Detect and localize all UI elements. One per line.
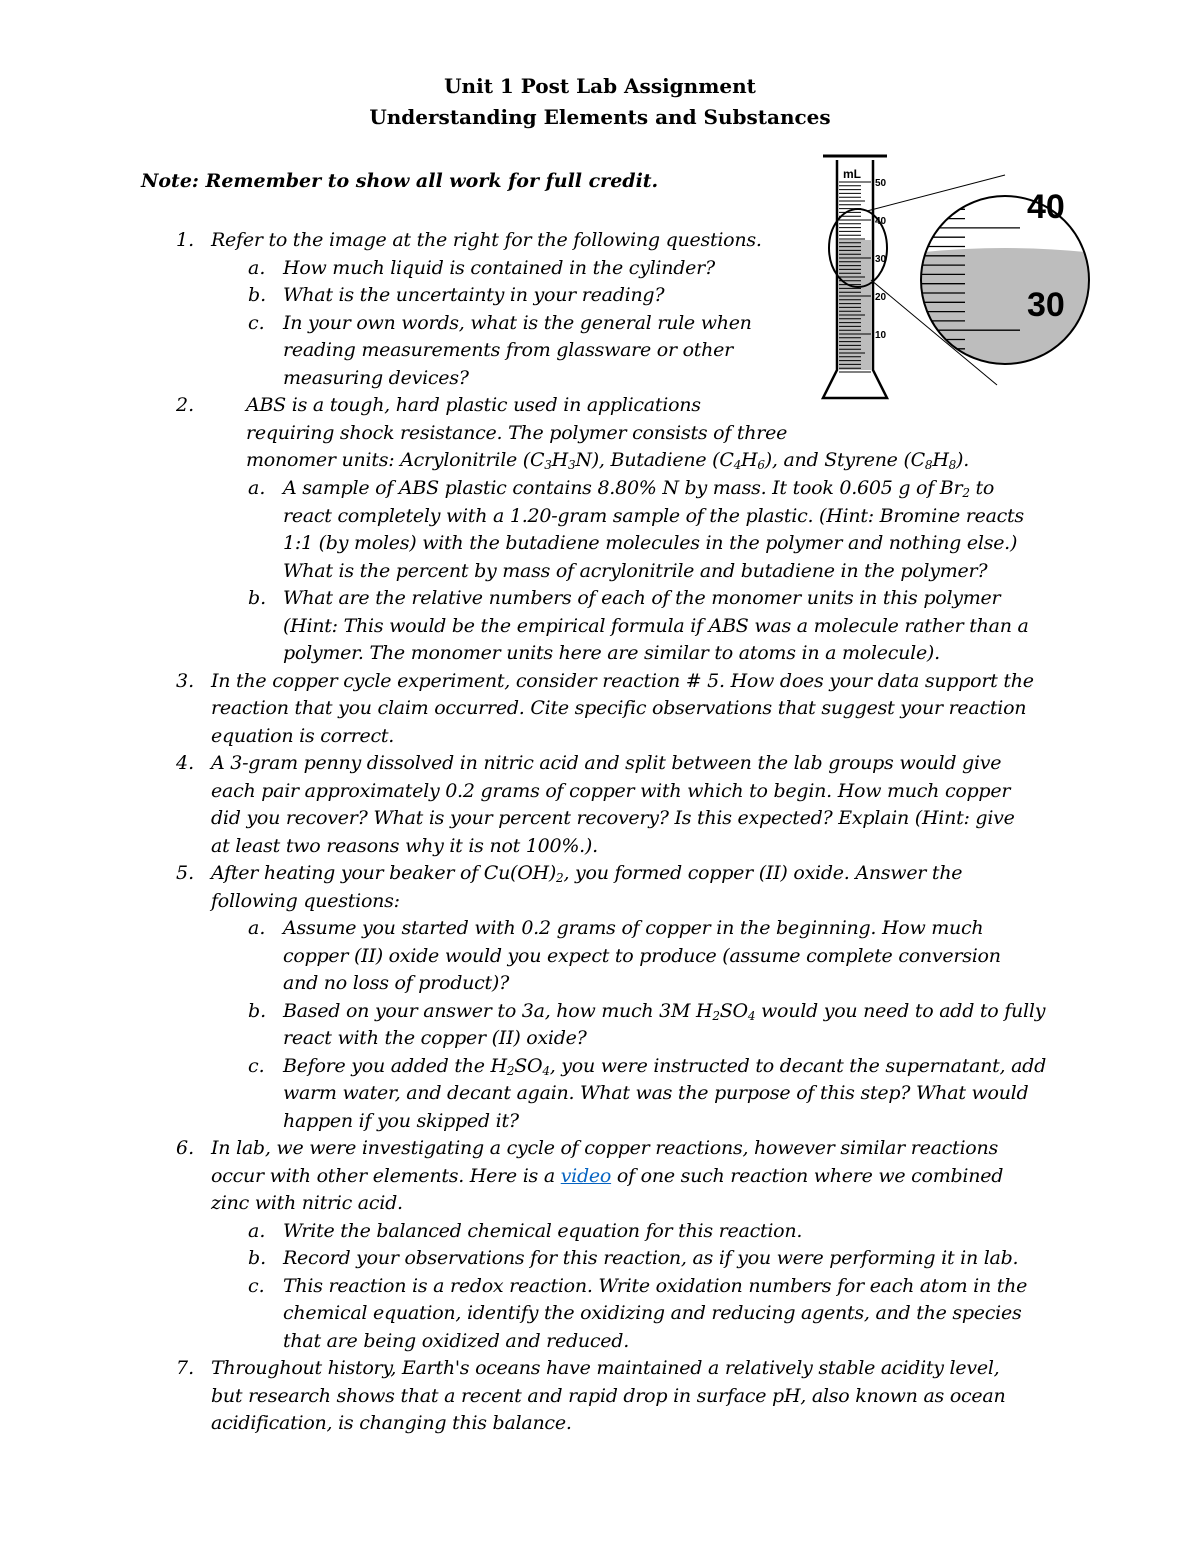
q5-line: After heating your beaker of $Cu(OH)_2$, you formed copper (II) oxide. Answer the [211, 862, 963, 885]
q6-number: 6. [176, 1137, 195, 1159]
q6-line: occur with other elements. Here is a video of one such reaction where we combined [211, 1165, 1004, 1187]
q1c-line: In your own words, what is the general rule when [283, 312, 752, 334]
q6-line: In lab, we were investigating a cycle of copper reactions, however similar reactions [211, 1137, 998, 1159]
q5b-letter: b. [248, 1000, 267, 1022]
q4-line: each pair approximately 0.2 grams of copper with which to begin. How much copper [211, 780, 1011, 802]
q2b-line: polymer. The monomer units here are similar to atoms in a molecule). [283, 642, 940, 664]
q5a-line: copper (II) oxide would you expect to produce (assume complete conversion [283, 945, 1001, 967]
q1c-letter: c. [248, 312, 265, 334]
q2b-line: (Hint: This would be the empirical formula if ABS was a molecule rather than a [283, 615, 1029, 637]
q5b-line: react with the copper (II) oxide? [283, 1027, 587, 1049]
q2-line-formulas: monomer units: Acrylonitrile $(C_3H_3N)$, Butadiene $(C_4H_6)$, and Styrene $(C_8H_8)$. [246, 449, 969, 472]
q7-line: acidification, is changing this balance. [211, 1412, 572, 1434]
page-title: Unit 1 Post Lab Assignment [444, 74, 756, 98]
page-subtitle: Understanding Elements and Substances [369, 105, 831, 129]
q1c-line: measuring devices? [283, 367, 469, 389]
q2a-line: What is the percent by mass of acrylonitrile and butadiene in the polymer? [283, 560, 988, 582]
cylinder-liquid [839, 240, 871, 370]
q5c-line: happen if you skipped it? [283, 1110, 519, 1132]
q2-number: 2. [176, 394, 195, 416]
q6-line: zinc with nitric acid. [211, 1192, 403, 1214]
q1a-text: How much liquid is contained in the cylinder? [283, 257, 715, 279]
q2-line: requiring shock resistance. The polymer consists of three [246, 422, 788, 444]
q2a-line: 1:1 (by moles) with the butadiene molecules in the polymer and nothing else.) [283, 532, 1018, 554]
q1b-text: What is the uncertainty in your reading? [283, 284, 665, 306]
scale-label: 50 [875, 178, 887, 189]
q2b-letter: b. [248, 587, 267, 609]
note: Note: Remember to show all work for full credit. [141, 170, 659, 192]
q6c-line: chemical equation, identify the oxidizing and reducing agents, and the species [283, 1302, 1022, 1324]
q2-line: ABS is a tough, hard plastic used in applications [246, 394, 701, 416]
q5c-letter: c. [248, 1055, 265, 1077]
unit-label: mL [843, 167, 861, 181]
q4-number: 4. [176, 752, 195, 774]
scale-label: 40 [875, 216, 887, 227]
q5c-line: warm water, and decant again. What was the purpose of this step? What would [283, 1082, 1029, 1104]
q5a-letter: a. [248, 917, 266, 939]
q3-line: reaction that you claim occurred. Cite specific observations that suggest your reaction [211, 697, 1027, 719]
q2a-line: A sample of ABS plastic contains 8.80% N by mass. It took 0.605 g of $Br_2$ to [283, 477, 995, 500]
scale-label: 30 [875, 254, 887, 265]
q1-text: Refer to the image at the right for the following questions. [211, 229, 762, 251]
q6b-text: Record your observations for this reaction, as if you were performing it in lab. [283, 1247, 1019, 1269]
q1a-letter: a. [248, 257, 266, 279]
graduated-cylinder-figure [815, 150, 1095, 405]
q3-number: 3. [176, 670, 195, 692]
q4-line: A 3-gram penny dissolved in nitric acid and split between the lab groups would give [211, 752, 1002, 774]
q5-line: following questions: [211, 890, 400, 912]
q7-number: 7. [176, 1357, 195, 1379]
q2a-letter: a. [248, 477, 266, 499]
q5a-line: Assume you started with 0.2 grams of copper in the beginning. How much [283, 917, 984, 939]
q2a-line: react completely with a 1.20-gram sample of the plastic. (Hint: Bromine reacts [283, 505, 1024, 527]
video-link[interactable]: video [560, 1165, 612, 1187]
zoom-label-40: 40 [1027, 188, 1065, 226]
q1-number: 1. [176, 229, 195, 251]
q6c-line: that are being oxidized and reduced. [283, 1330, 629, 1352]
q6a-letter: a. [248, 1220, 266, 1242]
q4-line: at least two reasons why it is not 100%.). [211, 835, 598, 857]
q3-line: equation is correct. [211, 725, 395, 747]
q5c-line: Before you added the $H_2SO_4$, you were instructed to decant the supernatant, add [283, 1055, 1047, 1078]
scale-label: 10 [875, 330, 887, 341]
q1b-letter: b. [248, 284, 267, 306]
q5a-line: and no loss of product)? [283, 972, 510, 994]
q6a-text: Write the balanced chemical equation for this reaction. [283, 1220, 803, 1242]
q1c-line: reading measurements from glassware or other [283, 339, 733, 361]
q5-number: 5. [176, 862, 195, 884]
q5b-line: Based on your answer to 3a, how much 3M $H_2SO_4$ would you need to add to fully [283, 1000, 1046, 1023]
q2b-line: What are the relative numbers of each of the monomer units in this polymer [283, 587, 1001, 609]
q7-line: Throughout history, Earth's oceans have maintained a relatively stable acidity level, [211, 1357, 1000, 1379]
q4-line: did you recover? What is your percent recovery? Is this expected? Explain (Hint: give [211, 807, 1015, 829]
q6c-letter: c. [248, 1275, 265, 1297]
q6c-line: This reaction is a redox reaction. Write oxidation numbers for each atom in the [283, 1275, 1028, 1297]
q3-line: In the copper cycle experiment, consider reaction # 5. How does your data support the [211, 670, 1034, 692]
q6b-letter: b. [248, 1247, 267, 1269]
zoom-label-30: 30 [1027, 286, 1065, 324]
q7-line: but research shows that a recent and rapid drop in surface pH, also known as ocean [211, 1385, 1006, 1407]
scale-label: 20 [875, 292, 887, 303]
